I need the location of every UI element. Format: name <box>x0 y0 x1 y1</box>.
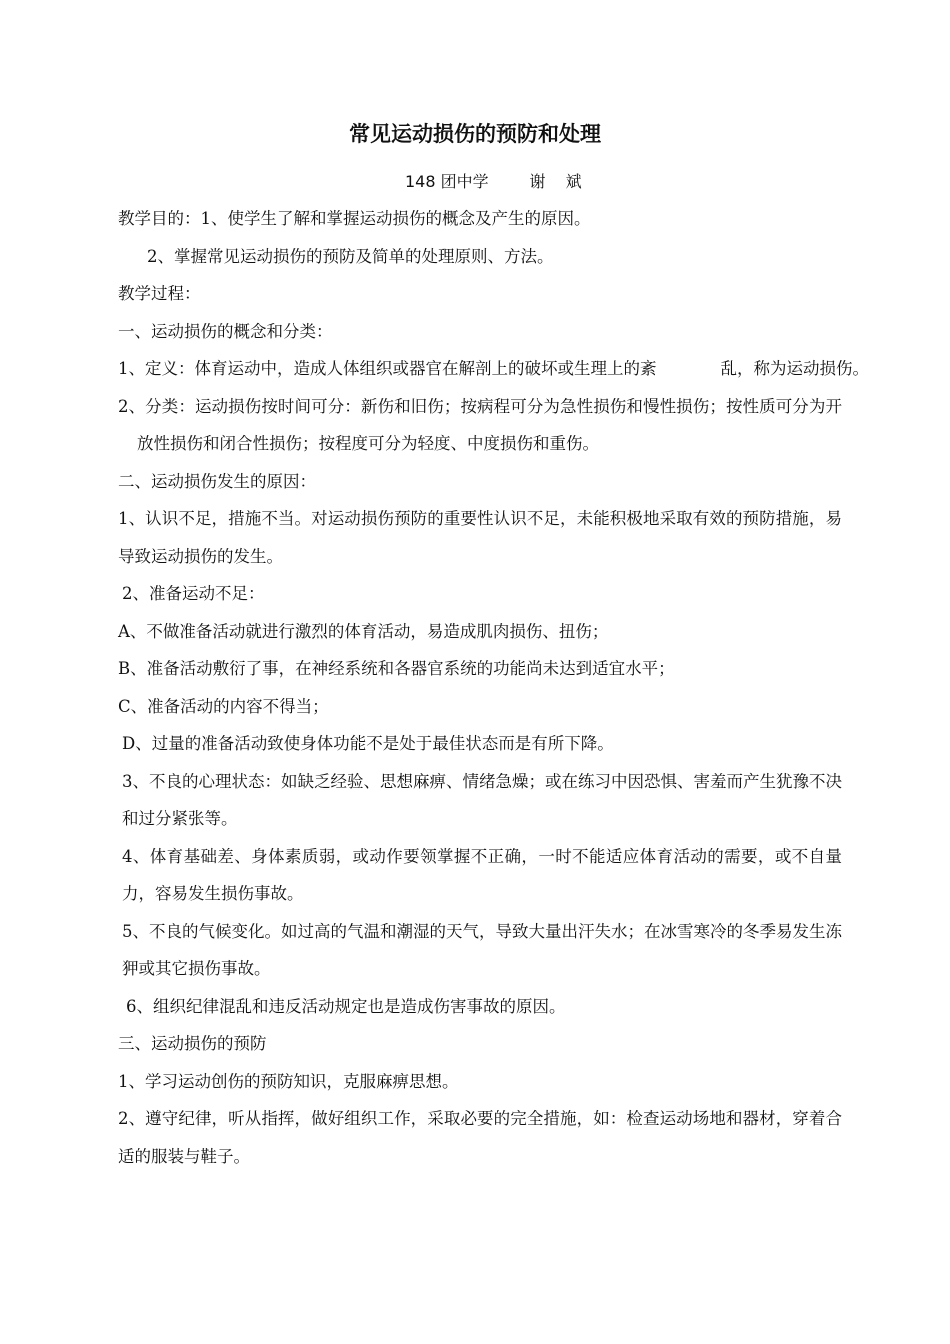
cause-3: 3、不良的心理状态：如缺乏经验、思想麻痹、情绪急燥；或在练习中因恐惧、害羞而产生犹豫不决和过分紧张等。 <box>122 771 842 828</box>
prevention-2: 2、遵守纪律，听从指挥，做好组织工作，采取必要的完全措施，如：检查运动场地和器材，穿着合适的服装与鞋子。 <box>118 1109 842 1166</box>
teaching-aim-2: 2、掌握常见运动损伤的预防及简单的处理原则、方法。 <box>147 246 554 266</box>
section-2-heading: 二、运动损伤发生的原因： <box>118 471 316 491</box>
author-line: 148 团中学 谢 斌 <box>405 172 582 191</box>
prevention-1: 1、学习运动创伤的预防知识，克服麻痹思想。 <box>118 1071 459 1091</box>
classification-item: 2、分类：运动损伤按时间可分：新伤和旧伤；按病程可分为急性损伤和慢性损伤；按性质可分为开放性损伤和闭合性损伤；按程度可分为轻度、中度损伤和重伤。 <box>118 396 842 453</box>
section-1-heading: 一、运动损伤的概念和分类： <box>118 321 333 341</box>
cause-2-c: C、准备活动的内容不得当； <box>118 696 329 716</box>
cause-2-a: A、不做准备活动就进行激烈的体育活动，易造成肌肉损伤、扭伤； <box>118 621 609 641</box>
cause-6: 6、组织纪律混乱和违反活动规定也是造成伤害事故的原因。 <box>126 996 566 1016</box>
cause-5: 5、不良的气候变化。如过高的气温和潮湿的天气，导致大量出汗失水；在冰雪寒冷的冬季易发生冻狎或其它损伤事故。 <box>122 921 842 978</box>
cause-1: 1、认识不足，措施不当。对运动损伤预防的重要性认识不足，未能积极地采取有效的预防措施，易导致运动损伤的发生。 <box>118 509 842 566</box>
teaching-process-heading: 教学过程： <box>118 284 201 303</box>
section-3-heading: 三、运动损伤的预防 <box>118 1034 267 1053</box>
definition-text-end: 乱，称为运动损伤。 <box>720 359 869 378</box>
cause-2-b: B、准备活动敷衍了事，在神经系统和各器官系统的功能尚未达到适宜水平； <box>118 659 675 678</box>
teaching-aim-1: 教学目的：1、使学生了解和掌握运动损伤的概念及产生的原因。 <box>118 209 591 228</box>
cause-4: 4、体育基础差、身体素质弱，或动作要领掌握不正确，一时不能适应体育活动的需要，或不自量力，容易发生损伤事故。 <box>122 846 842 903</box>
document-body <box>118 200 869 1175</box>
cause-2-d: D、过量的准备活动致使身体功能不是处于最佳状态而是有所下降。 <box>122 734 614 753</box>
cause-2: 2、准备运动不足： <box>122 584 265 603</box>
definition-text-start: 1、定义：体育运动中，造成人体组织或器官在解剖上的破坏或生理上的紊 <box>118 359 657 378</box>
definition-item <box>118 350 869 388</box>
document-title: 常见运动损伤的预防和处理 <box>349 122 601 146</box>
